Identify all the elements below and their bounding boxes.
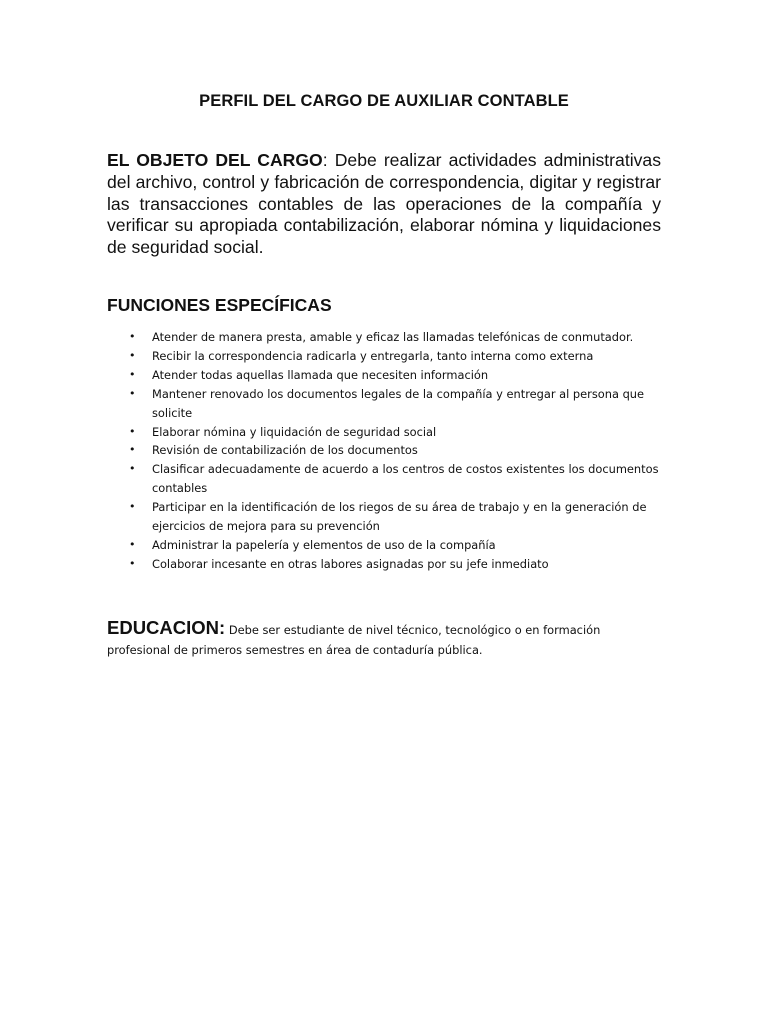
document-title: PERFIL DEL CARGO DE AUXILIAR CONTABLE: [199, 92, 569, 110]
list-item-text: Mantener renovado los documentos legales de la compañía y entregar al persona que solicite: [152, 386, 645, 420]
bullet-icon: •: [129, 386, 136, 400]
bullet-icon: •: [129, 462, 136, 476]
list-item: [107, 385, 667, 423]
list-item-text: Colaborar incesante en otras labores asignadas por su jefe inmediato: [152, 556, 549, 571]
list-item: [107, 441, 667, 460]
list-item: [107, 555, 667, 574]
educacion-paragraph: [107, 618, 665, 660]
list-item: [107, 423, 667, 442]
bullet-icon: •: [129, 500, 136, 514]
objeto-label: EL OBJETO DEL CARGO: [107, 150, 323, 170]
bullet-icon: •: [129, 330, 136, 343]
list-item: [107, 328, 667, 347]
objeto-text: : Debe realizar actividades administrativas del archivo, control y fabricación de correspondencia, digitar y registrar las transacciones contables de las operaciones de la compañía y verificar su apropiada contabilización, elaborar nómina y liquidaciones de seguridad social.: [107, 150, 661, 258]
bullet-icon: •: [129, 348, 136, 362]
list-item-text: Elaborar nómina y liquidación de seguridad social: [152, 424, 437, 439]
list-item-text: Recibir la correspondencia radicarla y entregarla, tanto interna como externa: [152, 348, 594, 363]
educacion-label: EDUCACION:: [107, 617, 226, 638]
list-item: [107, 347, 667, 366]
list-item: [107, 498, 667, 536]
objeto-paragraph: [107, 150, 661, 259]
bullet-icon: •: [129, 537, 136, 551]
bullet-icon: •: [129, 367, 136, 381]
bullet-icon: •: [129, 424, 136, 438]
list-item-text: Atender de manera presta, amable y eficaz las llamadas telefónicas de conmutador.: [152, 330, 634, 344]
bullet-icon: •: [129, 556, 136, 570]
list-item-text: Atender todas aquellas llamada que necesiten información: [152, 367, 489, 382]
list-item-text: Revisión de contabilización de los documentos: [152, 443, 418, 458]
educacion-text: Debe ser estudiante de nivel técnico, tecnológico o en formación profesional de primeros semestres en área de contaduría pública.: [107, 623, 601, 657]
list-item: [107, 460, 667, 498]
funciones-heading: FUNCIONES ESPECÍFICAS: [107, 295, 332, 315]
bullet-icon: •: [129, 443, 136, 457]
list-item: [107, 366, 667, 385]
list-item-text: Administrar la papelería y elementos de uso de la compañía: [152, 537, 496, 552]
list-item: [107, 536, 667, 555]
funciones-list: [107, 328, 667, 574]
list-item-text: Participar en la identificación de los riegos de su área de trabajo y en la generación de ejercicios de mejora para su prevención: [152, 500, 647, 534]
list-item-text: Clasificar adecuadamente de acuerdo a los centros de costos existentes los documentos contables: [152, 462, 659, 496]
